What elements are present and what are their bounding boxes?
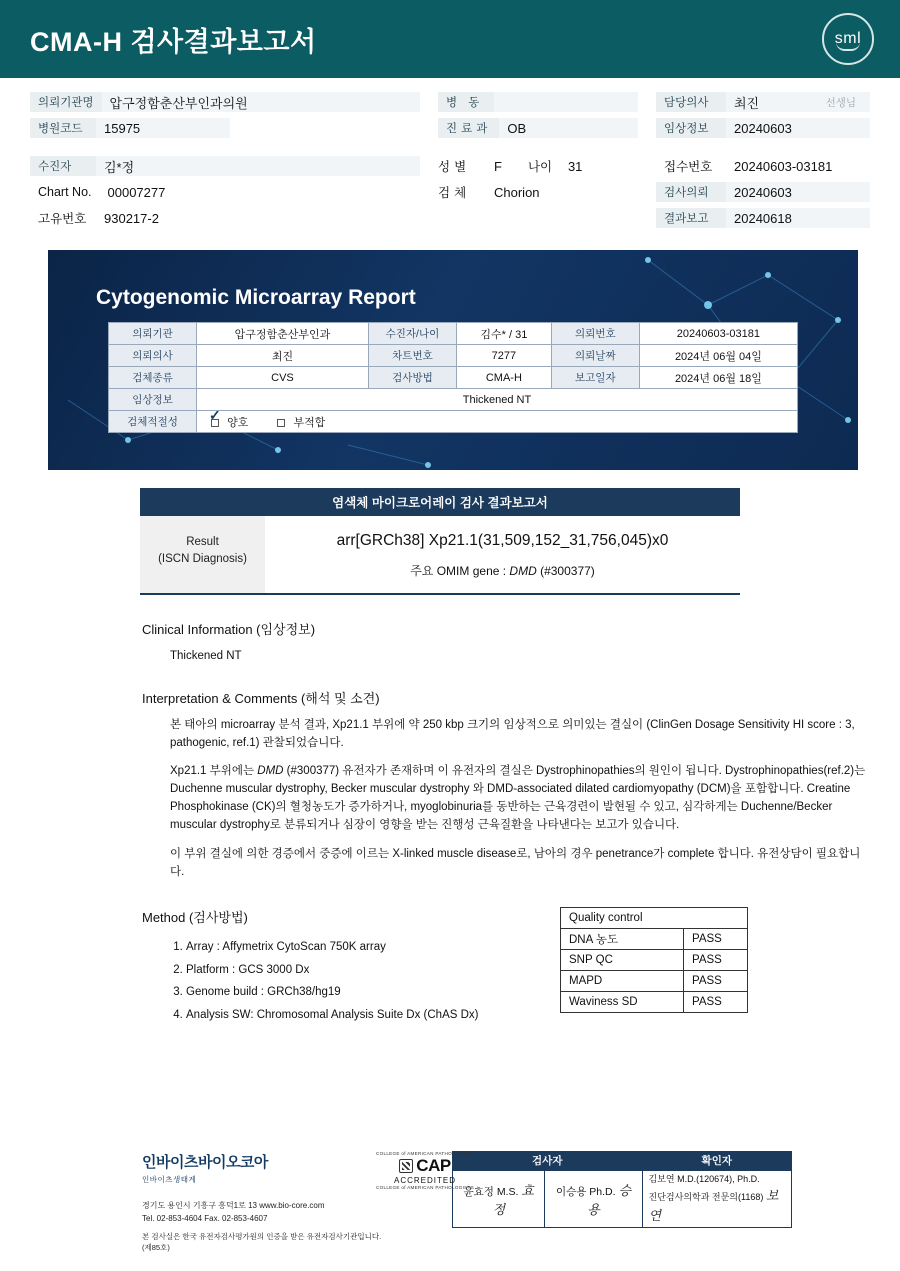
field-request-date-label: 검사의뢰 [656, 182, 726, 202]
qc-metric-value: PASS [684, 929, 748, 950]
field-specimen-value: Chorion [494, 184, 540, 200]
banner-cell-label: 의뢰번호 [551, 323, 639, 345]
field-org-value: 압구정함춘산부인과의원 [102, 92, 420, 112]
qc-metric-value: PASS [684, 971, 748, 992]
field-receiver-label: 수진자 [30, 156, 96, 176]
field-unique-no-value: 930217-2 [104, 210, 159, 226]
banner-cell-label: 의뢰기관 [109, 323, 197, 345]
field-clinical-date-label: 임상정보 [656, 118, 726, 138]
qc-row [561, 971, 748, 992]
confirmer-line-1: 김보연 M.D.(120674), Ph.D. [648, 1173, 760, 1184]
field-request-date-value: 20240603 [726, 182, 870, 202]
adequacy-good-label: 양호 [227, 416, 249, 429]
check-mark-icon: ✓ [209, 406, 221, 423]
confirmer-line-2-text: 진단검사의학과 전문의(1168) [648, 1192, 764, 1203]
omim-gene-id: (#300377) [536, 564, 595, 578]
field-clinical-date-value: 20240603 [726, 118, 870, 138]
company-contact: Tel. 02-853-4604 Fax. 02-853-4607 [142, 1213, 268, 1223]
field-doctor-value [726, 92, 870, 112]
field-specimen-label: 검체 [438, 186, 471, 200]
banner-clinical-value: Thickened NT [197, 389, 798, 411]
field-accession [656, 156, 870, 176]
field-chart-no-value: 00007277 [107, 184, 166, 200]
cap-accreditation-logo [370, 1151, 480, 1190]
qc-title: Quality control [561, 908, 748, 929]
banner-cell-label: 의뢰날짜 [551, 345, 639, 367]
qc-metric-name: SNP QC [561, 950, 684, 971]
adequacy-bad-label: 부적합 [293, 416, 326, 429]
field-doctor-label: 담당의사 [656, 92, 726, 112]
company-tagline: 인바이츠생태계 [142, 1174, 197, 1184]
method-list-item: 4. Analysis SW: Chromosomal Analysis Suite Dx (ChAS Dx) [186, 1004, 542, 1026]
clinical-information-title: Clinical Information (임상정보) [142, 622, 316, 637]
omim-gene-name: DMD [509, 564, 537, 578]
interpretation-paragraph-3: 이 부위 결실에 의한 경증에서 중증에 이르는 X-linked muscle disease로, 남아의 경우 penetrance가 complete 합니다. 유전상담이 필요합니다. [170, 847, 861, 878]
banner-cell-value: 압구정함춘산부인과 [197, 323, 369, 345]
interpretation-paragraph-1: 본 태아의 microarray 분석 결과, Xp21.1 부위에 약 250 kbp 크기의 임상적으로 의미있는 결실이 (ClinGen Dosage Sensitivity HI score : 3, pathogenic, ref.1) 관찰되었습니다. [170, 718, 855, 749]
banner-cell-value: 20240603-03181 [639, 323, 797, 345]
cap-accredited-text: ACCREDITED [393, 1175, 456, 1185]
report-header [0, 0, 900, 78]
tester2-name: 이승용 Ph.D. [555, 1185, 616, 1198]
checkbox-box-icon [277, 419, 285, 427]
field-ward [438, 92, 638, 112]
patient-info-col-3 [656, 92, 870, 234]
field-ward-label: 병 동 [438, 92, 494, 112]
field-dept [438, 118, 638, 138]
field-age-label: 나이 [527, 160, 553, 174]
banner-row [109, 367, 798, 389]
banner-cell-label: 의뢰의사 [109, 345, 197, 367]
signature-table [452, 1151, 792, 1229]
qc-row [561, 950, 748, 971]
clinical-information-text: Thickened NT [170, 650, 242, 662]
certification-note: 본 검사실은 한국 유전자검사평가원의 인증을 받은 유전자검사기관입니다. (제85호) [142, 1232, 382, 1252]
footer-company-block [142, 1151, 392, 1253]
interpretation-section [142, 688, 870, 882]
field-sex-age [438, 156, 638, 176]
field-sex-value: F [494, 158, 502, 174]
banner-cell-value: 2024년 06월 18일 [639, 367, 797, 389]
page-title: CMA-H 검사결과보고서 [30, 26, 317, 57]
field-sex-label: 성별 [438, 160, 471, 174]
banner-title: Cytogenomic Microarray Report [96, 286, 416, 309]
omim-prefix: 주요 OMIM gene : [410, 564, 510, 578]
field-doctor [656, 92, 870, 112]
field-hospital-code-label: 병원코드 [30, 118, 96, 138]
omim-gene-line [271, 562, 734, 579]
cap-emblem-icon [399, 1159, 413, 1173]
field-org [30, 92, 420, 112]
field-report-date [656, 208, 870, 228]
tester2-signature: 승용 [587, 1182, 632, 1217]
patient-info-block [0, 78, 900, 238]
qc-row [561, 992, 748, 1013]
qc-header-row [561, 908, 748, 929]
field-unique-no [30, 208, 420, 228]
field-clinical-date [656, 118, 870, 138]
method-list [142, 936, 542, 1026]
banner-cell-value: CVS [197, 367, 369, 389]
cap-main-text: CAP [416, 1155, 451, 1175]
method-list-item: 2. Platform : GCS 3000 Dx [186, 959, 542, 981]
field-chart-no [30, 182, 420, 202]
field-request-date [656, 182, 870, 202]
clinical-information-body [170, 648, 870, 666]
result-label-line1: Result [186, 536, 219, 548]
patient-info-col-1 [30, 92, 420, 234]
banner-cell-value: 2024년 06월 04일 [639, 345, 797, 367]
result-content [265, 516, 740, 593]
banner-cell-label: 검사방법 [368, 367, 456, 389]
confirmer-line-2 [649, 1186, 785, 1225]
checkbox-box-icon [209, 406, 221, 427]
field-unique-no-label: 고유번호 [38, 212, 87, 226]
iscn-diagnosis: arr[GRCh38] Xp21.1(31,509,152_31,756,045)x0 [336, 532, 669, 549]
confirmer-signature: 보연 [648, 1188, 779, 1223]
signature-header-confirmer: 확인자 [642, 1151, 791, 1170]
method-list-item: 3. Genome build : GRCh38/hg19 [186, 981, 542, 1003]
sml-logo [822, 13, 874, 65]
cap-bottom-text: COLLEGE of AMERICAN PATHOLOGISTS [375, 1184, 474, 1190]
signature-row [453, 1170, 792, 1228]
field-doctor-name: 최진 [734, 95, 760, 111]
method-block [142, 907, 542, 1026]
field-accession-label: 접수번호 [664, 160, 713, 174]
field-chart-no-label: Chart No. [38, 185, 92, 199]
qc-metric-name: MAPD [561, 971, 684, 992]
adequacy-checkbox-bad[interactable] [277, 414, 325, 430]
banner-row [109, 323, 798, 345]
banner-row [109, 345, 798, 367]
clinical-information-section [142, 619, 870, 666]
qc-metric-value: PASS [684, 992, 748, 1013]
field-age-value: 31 [567, 158, 583, 174]
banner-row-adequacy [109, 411, 798, 433]
signature-header-tester: 검사자 [453, 1151, 643, 1170]
field-doctor-suffix: 선생님 [825, 96, 856, 109]
tester1-signature: 효정 [492, 1182, 534, 1217]
banner-cell-value: 김수* / 31 [456, 323, 551, 345]
qc-metric-name: Waviness SD [561, 992, 684, 1013]
field-hospital-code [30, 118, 420, 138]
field-dept-value: OB [499, 118, 638, 138]
adequacy-checkbox-good[interactable] [209, 406, 249, 430]
cap-top-text: COLLEGE of AMERICAN PATHOLOGISTS [375, 1150, 474, 1156]
interpretation-paragraph-2 [170, 763, 870, 834]
banner-cell-value: 최진 [197, 345, 369, 367]
result-section [140, 488, 740, 595]
banner-cell-value: CMA-H [456, 367, 551, 389]
logo-text: sml [834, 30, 862, 47]
field-hospital-code-value: 15975 [96, 118, 230, 138]
signature-cell-confirmer [642, 1170, 791, 1228]
qc-row [561, 929, 748, 950]
cap-main-row [370, 1156, 480, 1176]
field-report-date-value: 20240618 [726, 208, 870, 228]
result-section-title: 염색체 마이크로어레이 검사 결과보고서 [140, 488, 740, 516]
banner-cell-label: 검체종류 [109, 367, 197, 389]
field-accession-value: 20240603-03181 [734, 158, 833, 174]
qc-metric-name: DNA 농도 [561, 929, 684, 950]
qc-metric-value: PASS [684, 950, 748, 971]
banner-info-table [108, 322, 798, 433]
banner-adequacy-options [197, 406, 798, 433]
interpretation-title: Interpretation & Comments (해석 및 소견) [142, 690, 380, 706]
field-receiver-value: 김*정 [96, 156, 420, 176]
banner-clinical-label: 임상정보 [109, 389, 197, 411]
interp-p2-post: (#300377) 유전자가 존재하며 이 유전자의 결실은 Dystrophinopathies의 원인이 됩니다. Dystrophinopathies(ref.2)는 Duchenne muscular dystrophy, Becker muscular dystrophy 와 DMD-associated dilated cardiomyopathy (DCM)을 포함합니다. Creatine Phosphokinase (CK)의 혈청농도가 증가하거나, myoglobinuria를 동반하는 근육경련이 발현될 수 있고, 심각하게는 Duchenne/Becker muscular dystrophy로 분류되거나 심장이 영향을 받는 진행성 근육질환을 나타낸다는 보고가 있습니다. [170, 765, 866, 831]
interp-p2-gene: DMD [257, 765, 284, 778]
banner-cell-label: 차트번호 [368, 345, 456, 367]
tester1-name: 윤효정 M.S. [463, 1185, 519, 1198]
field-ward-value [494, 92, 638, 112]
interp-p2-pre: Xp21.1 부위에는 [170, 765, 258, 778]
quality-control-table [560, 907, 748, 1013]
signature-header-row [453, 1151, 792, 1170]
field-dept-label: 진료과 [438, 118, 499, 138]
report-footer [0, 1151, 900, 1253]
signature-cell-tester2 [545, 1170, 642, 1228]
banner-cell-label: 수진자/나이 [368, 323, 456, 345]
field-specimen [438, 182, 638, 202]
method-title: Method (검사방법) [142, 910, 248, 926]
company-name: 인바이츠바이오코아 [142, 1153, 268, 1171]
result-label [140, 516, 265, 593]
banner-cell-label: 보고일자 [551, 367, 639, 389]
banner-cell-value: 7277 [456, 345, 551, 367]
patient-info-col-2 [438, 92, 638, 234]
method-list-item: 1. Array : Affymetrix CytoScan 750K array [186, 936, 542, 958]
banner-adequacy-label: 검체적절성 [109, 411, 197, 433]
result-label-line2: (ISCN Diagnosis) [158, 553, 247, 566]
interpretation-body [170, 717, 870, 882]
microarray-banner [48, 250, 858, 470]
company-address: 경기도 용인시 기흥구 흥덕1로 13 www.bio-core.com [142, 1200, 325, 1210]
field-org-label: 의뢰기관명 [30, 92, 102, 112]
field-report-date-label: 결과보고 [656, 208, 726, 228]
field-receiver [30, 156, 420, 176]
method-and-qc-section [142, 907, 870, 1026]
